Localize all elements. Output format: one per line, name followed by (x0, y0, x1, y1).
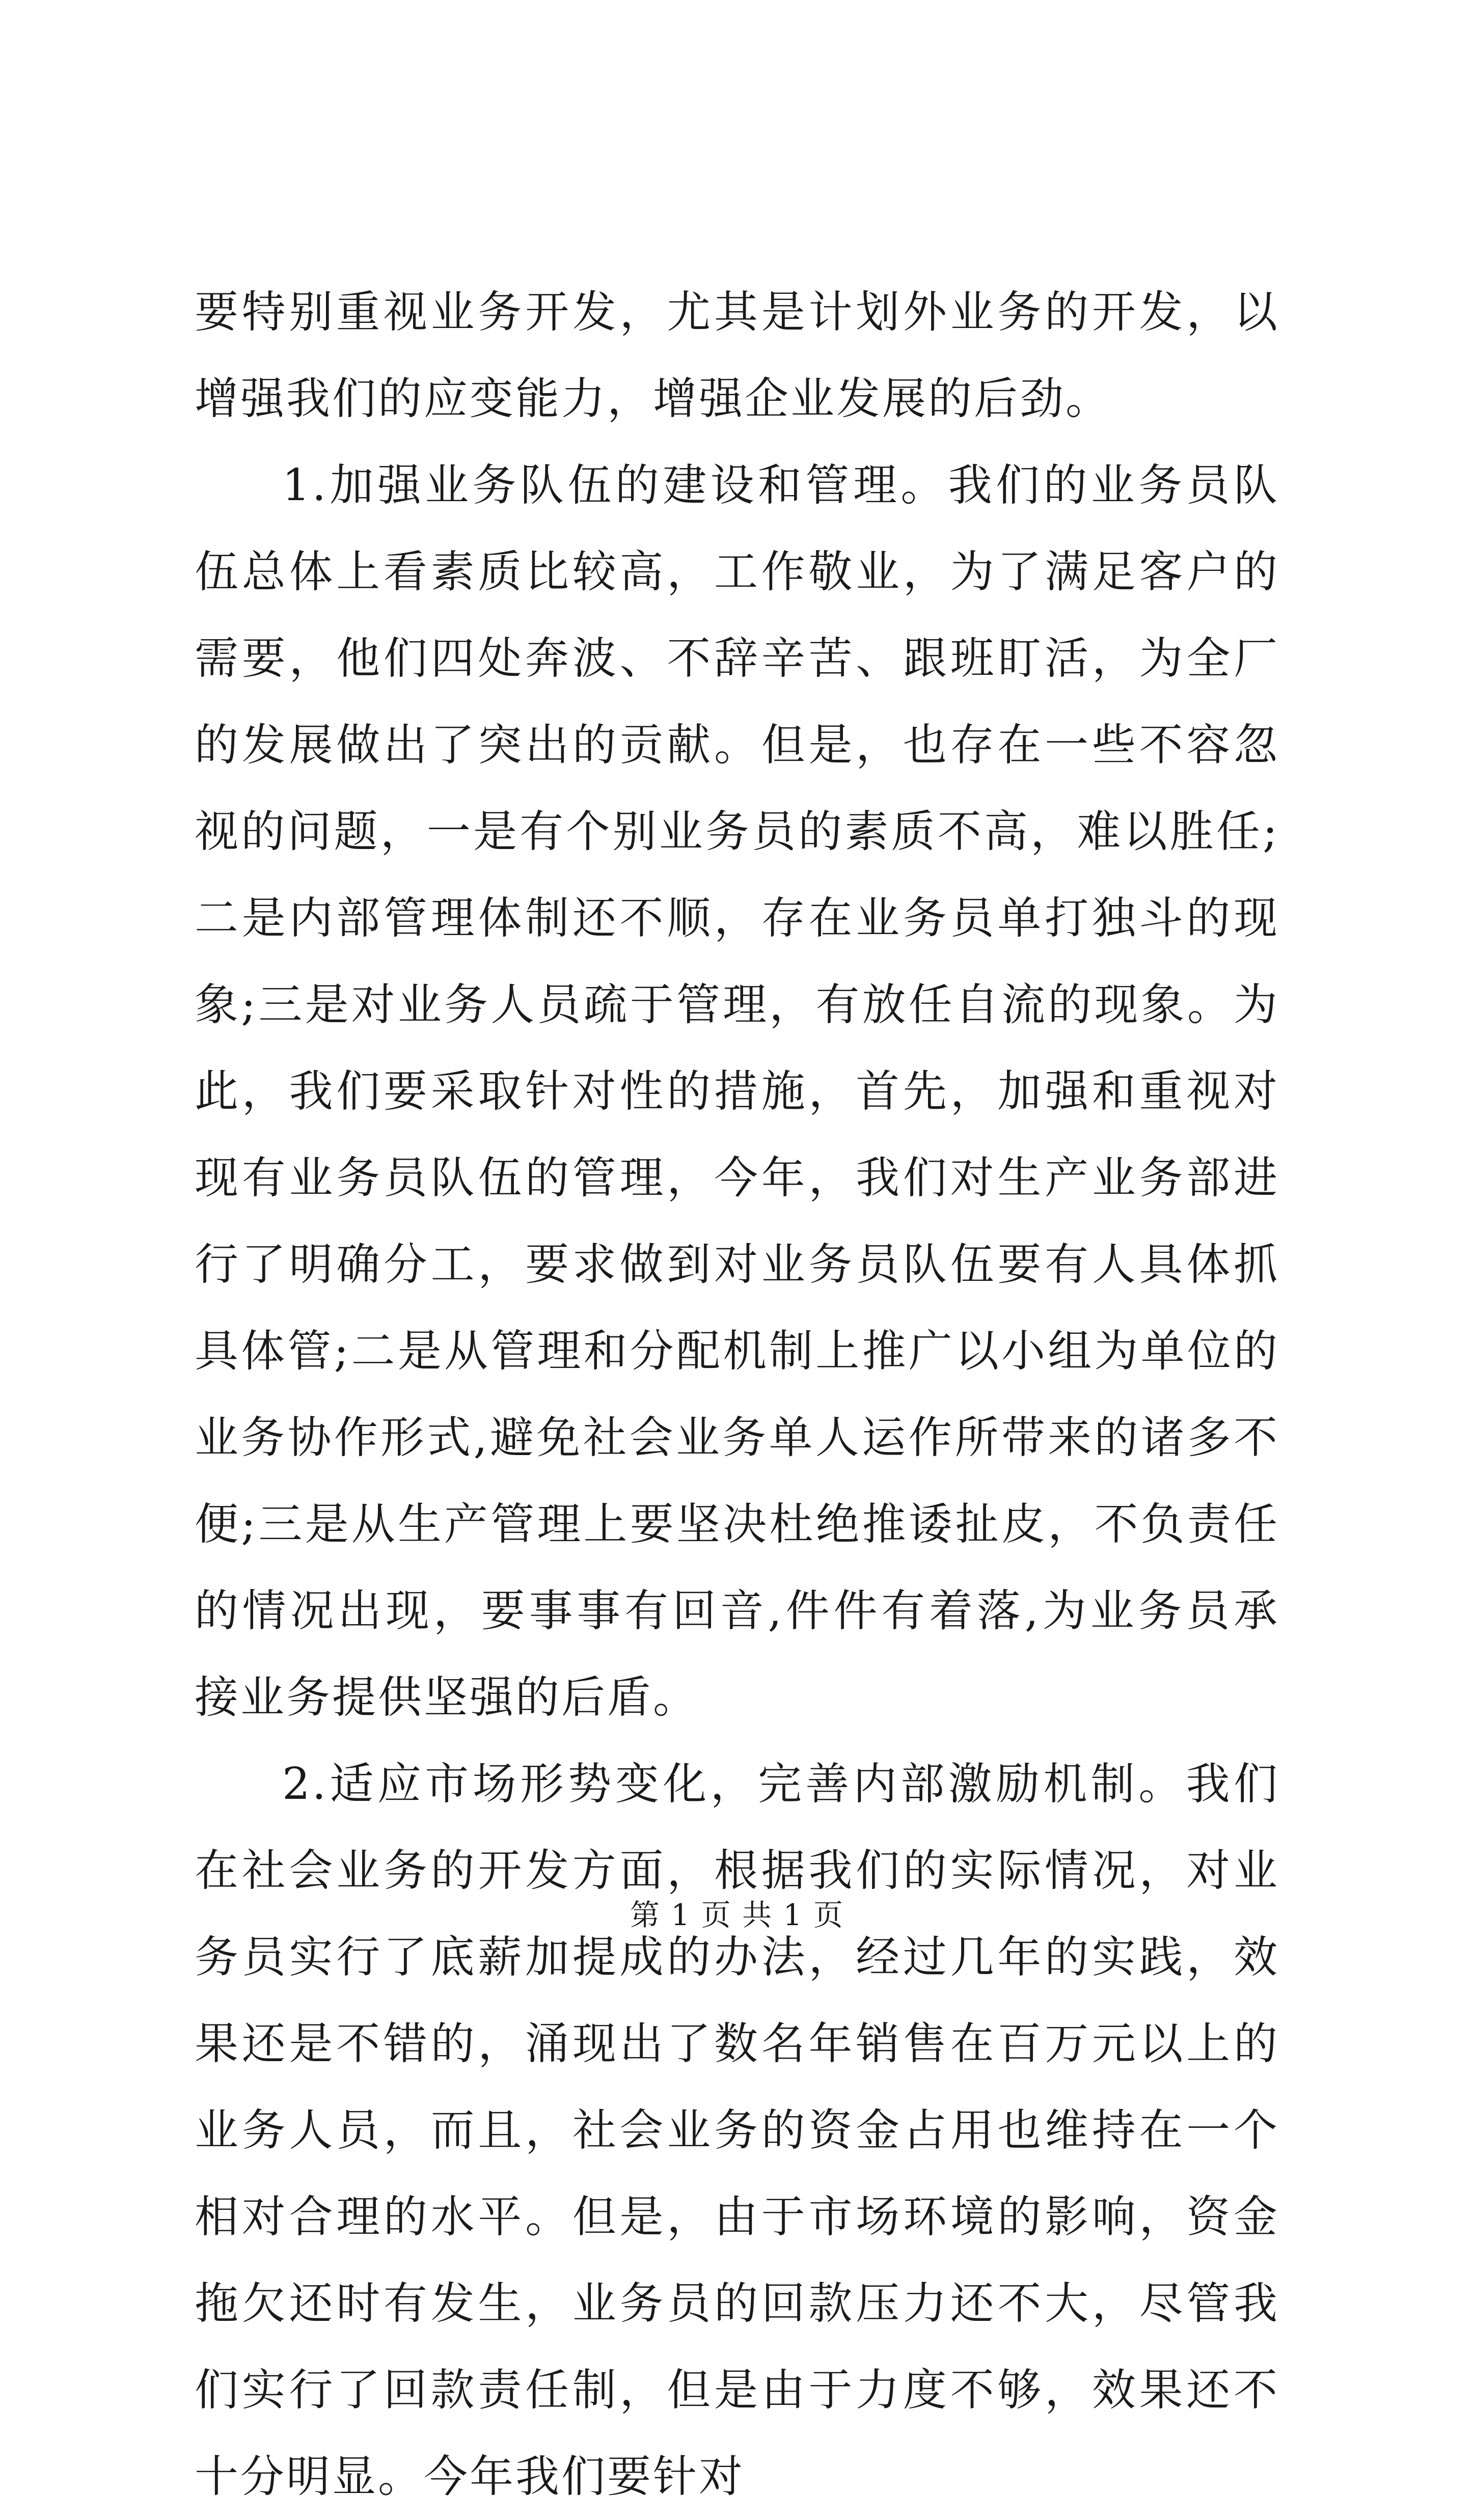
page-footer (0, 1895, 1474, 1935)
paragraph: 要特别重视业务开发，尤其是计划外业务的开发，以增强我们的应变能力，增强企业发展的后劲。 (195, 287, 1279, 424)
paragraph: 1.加强业务队伍的建设和管理。我们的业务员队伍总体上看素质比较高，工作敬业，为了满足客户的需要，他们四处奔波、不辞辛苦、跟班盯活，为全厂的发展做出了突出的贡献。但是，也存在一些不容忽视的问题，一是有个别业务员的素质不高，难以胜任;二是内部管理体制还不顺，存在业务员单打独斗的现象;三是对业务人员疏于管理，有放任自流的现象。为此，我们要采取针对性的措施，首先，加强和重视对现有业务员队伍的管理，今年，我们对生产业务部进行了明确分工，要求做到对业务员队伍要有人具体抓具体管;二是从管理和分配机制上推广以小组为单位的业务协作形式,避免社会业务单人运作所带来的诸多不便;三是从生产管理上要坚决杜绝推诿扯皮，不负责任的情况出现，要事事有回音,件件有着落,为业务员承接业务提供坚强的后盾。 (195, 460, 1279, 1723)
paragraph: 2.适应市场形势变化，完善内部激励机制。我们在社会业务的开发方面，根据我们的实际情况，对业务员实行了底薪加提成的办法，经过几年的实践，效果还是不错的，涌现出了数名年销售在百万元以上的业务人员，而且，社会业务的资金占用也维持在一个相对合理的水平。但是，由于市场环境的影响，资金拖欠还时有发生，业务员的回款压力还不大，尽管我们实行了回款责任制，但是由于力度不够，效果还不十分明显。今年我们要针对 (195, 1759, 1279, 2502)
document-body (195, 269, 1279, 2520)
page-number-label: 第 1 页 共 1 页 (630, 1898, 844, 1932)
